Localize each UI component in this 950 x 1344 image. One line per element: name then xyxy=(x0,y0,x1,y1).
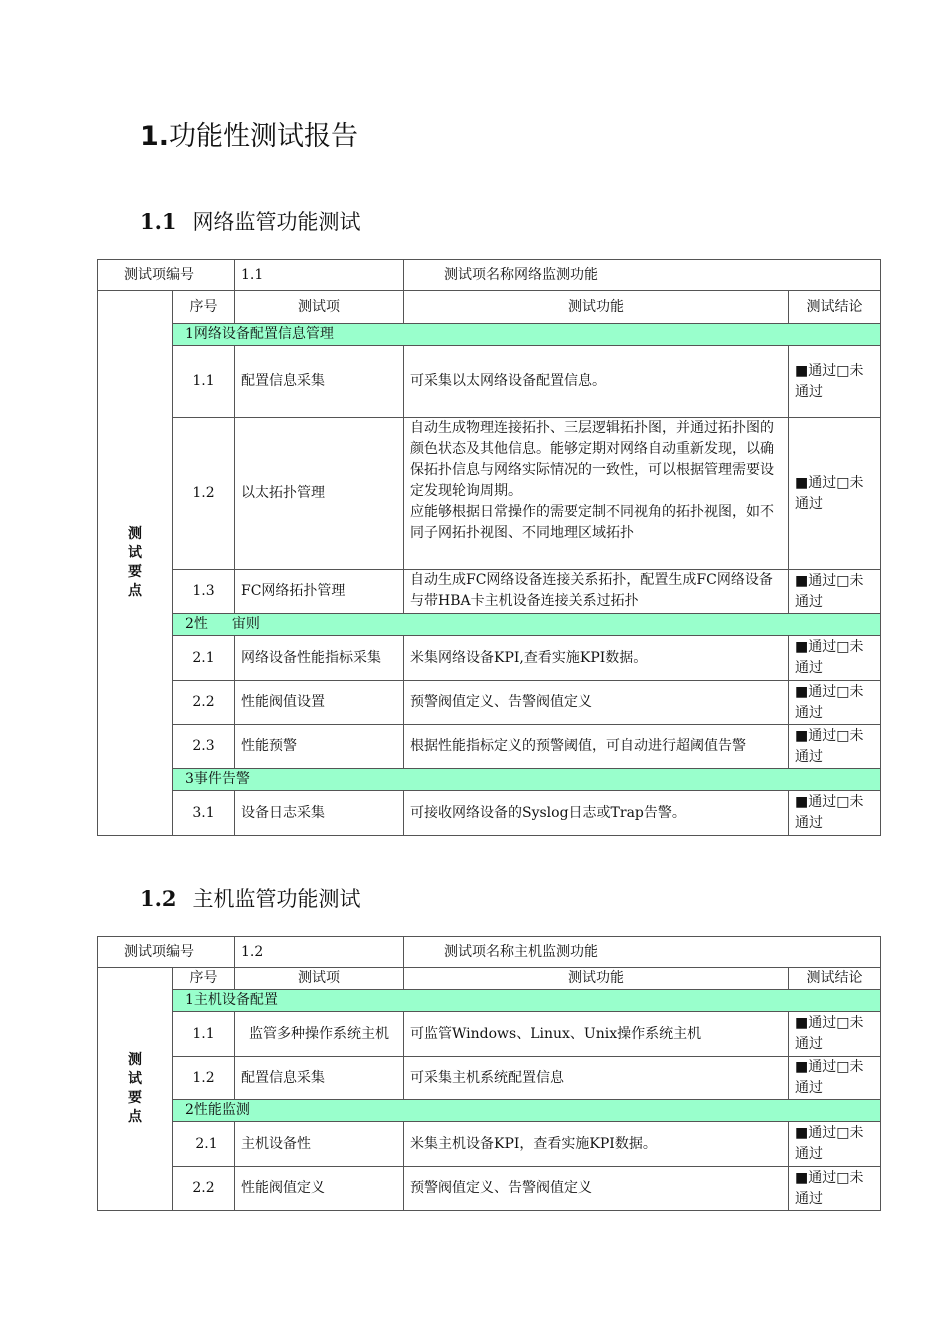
table-row xyxy=(98,570,881,614)
test-id-label: 测试项编号 xyxy=(98,260,235,291)
section-heading-1-2: 1.2 主机监管功能测试 xyxy=(140,886,361,911)
document-title: 1.功能性测试报告 xyxy=(140,121,359,152)
host-test-table xyxy=(97,936,881,1211)
col-header-seq: 序号 xyxy=(173,291,235,324)
cell-seq: 1.1 xyxy=(173,346,235,418)
cell-func: 预警阀值定义、告警阀值定义 xyxy=(404,681,789,725)
cell-seq: 1.2 xyxy=(173,1057,235,1100)
cell-seq: 3.1 xyxy=(173,791,235,836)
table-row xyxy=(98,1012,881,1057)
group-row xyxy=(98,614,881,636)
table-row xyxy=(98,937,881,968)
table-row xyxy=(98,1167,881,1211)
cell-func: 可监管Windows、Linux、Unix操作系统主机 xyxy=(404,1012,789,1057)
cell-result: ■通过□未通过 xyxy=(789,791,881,836)
test-id-label: 测试项编号 xyxy=(98,937,235,968)
table-row xyxy=(98,636,881,681)
cell-func: 根据性能指标定义的预警阈值，可自动进行超阈值告警 xyxy=(404,725,789,769)
group-label: 3事件告警 xyxy=(173,769,881,791)
func-paragraph: 自动生成物理连接拓扑、三层逻辑拓扑图，并通过拓扑图的颜色状态及其他信息。能够定期对网络自动重新发现，以确保拓扑信息与网络实际情况的一致性，可以根据管理需要设定发现轮询周期。 xyxy=(410,420,774,499)
group-label: 1主机设备配置 xyxy=(173,990,881,1012)
cell-item: 设备日志采集 xyxy=(235,791,404,836)
cell-result: ■通过□未通过 xyxy=(789,346,881,418)
group-label: 2性能监测 xyxy=(173,1100,881,1122)
cell-item: 性能阀值定义 xyxy=(235,1167,404,1211)
test-id-value: 1.2 xyxy=(235,937,404,968)
cell-item: 监管多种操作系统主机 xyxy=(235,1012,404,1057)
cell-seq: 1.2 xyxy=(173,418,235,570)
table-row xyxy=(98,681,881,725)
side-label: 测试要点 xyxy=(98,968,173,1211)
group-row xyxy=(98,990,881,1012)
side-label: 测试要点 xyxy=(98,291,173,836)
col-header-result: 测试结论 xyxy=(789,291,881,324)
table-row xyxy=(98,791,881,836)
cell-result: ■通过□未通过 xyxy=(789,418,881,570)
cell-seq: 2.2 xyxy=(173,1167,235,1211)
cell-seq: 2.1 xyxy=(173,636,235,681)
cell-result: ■通过□未通过 xyxy=(789,681,881,725)
section-heading-1-1: 1.1 网络监管功能测试 xyxy=(140,209,361,234)
func-paragraph: 应能够根据日常操作的需要定制不同视角的拓扑视图，如不同子网拓扑视图、不同地理区域拓扑 xyxy=(410,504,774,541)
table-row xyxy=(98,725,881,769)
cell-func: 米集主机设备KPI，查看实施KPI数据。 xyxy=(404,1122,789,1167)
cell-func: 可采集以太网络设备配置信息。 xyxy=(404,346,789,418)
test-name: 测试项名称主机监测功能 xyxy=(404,937,881,968)
table-row xyxy=(98,346,881,418)
cell-item: 网络设备性能指标采集 xyxy=(235,636,404,681)
group-row xyxy=(98,1100,881,1122)
cell-seq: 1.1 xyxy=(173,1012,235,1057)
cell-result: ■通过□未通过 xyxy=(789,1167,881,1211)
cell-item: 性能预警 xyxy=(235,725,404,769)
cell-result: ■通过□未通过 xyxy=(789,570,881,614)
cell-result: ■通过□未通过 xyxy=(789,636,881,681)
cell-func: 预警阀值定义、告警阀值定义 xyxy=(404,1167,789,1211)
cell-result: ■通过□未通过 xyxy=(789,725,881,769)
cell-seq: 1.3 xyxy=(173,570,235,614)
group-label: 1网络设备配置信息管理 xyxy=(173,324,881,346)
test-name: 测试项名称网络监测功能 xyxy=(404,260,881,291)
cell-seq: 2.2 xyxy=(173,681,235,725)
table-row xyxy=(98,1057,881,1100)
table-row xyxy=(98,418,881,570)
table-header-row xyxy=(98,291,881,324)
network-test-table xyxy=(97,259,881,836)
cell-func: 米集网络设备KPI,查看实施KPI数据。 xyxy=(404,636,789,681)
cell-item: 性能阀值设置 xyxy=(235,681,404,725)
group-label: 2性 宙则 xyxy=(173,614,881,636)
cell-result: ■通过□未通过 xyxy=(789,1012,881,1057)
col-header-func: 测试功能 xyxy=(404,291,789,324)
cell-func: 可接收网络设备的Syslog日志或Trap告警。 xyxy=(404,791,789,836)
cell-item: 配置信息采集 xyxy=(235,346,404,418)
table-row xyxy=(98,1122,881,1167)
cell-result: ■通过□未通过 xyxy=(789,1122,881,1167)
cell-result: ■通过□未通过 xyxy=(789,1057,881,1100)
cell-item: FC网络拓扑管理 xyxy=(235,570,404,614)
group-row xyxy=(98,769,881,791)
cell-seq: 2.3 xyxy=(173,725,235,769)
cell-item: 配置信息采集 xyxy=(235,1057,404,1100)
col-header-item: 测试项 xyxy=(235,291,404,324)
col-header-result: 测试结论 xyxy=(789,968,881,990)
cell-func: 可采集主机系统配置信息 xyxy=(404,1057,789,1100)
cell-func: 自动生成FC网络设备连接关系拓扑，配置生成FC网络设备与带HBA卡主机设备连接关系过拓扑 xyxy=(404,570,789,614)
cell-item: 主机设备性 xyxy=(235,1122,404,1167)
table-header-row xyxy=(98,968,881,990)
cell-func xyxy=(404,418,789,570)
col-header-func: 测试功能 xyxy=(404,968,789,990)
test-id-value: 1.1 xyxy=(235,260,404,291)
cell-item: 以太拓扑管理 xyxy=(235,418,404,570)
col-header-item: 测试项 xyxy=(235,968,404,990)
cell-seq: 2.1 xyxy=(173,1122,235,1167)
col-header-seq: 序号 xyxy=(173,968,235,990)
table-row xyxy=(98,260,881,291)
group-row xyxy=(98,324,881,346)
